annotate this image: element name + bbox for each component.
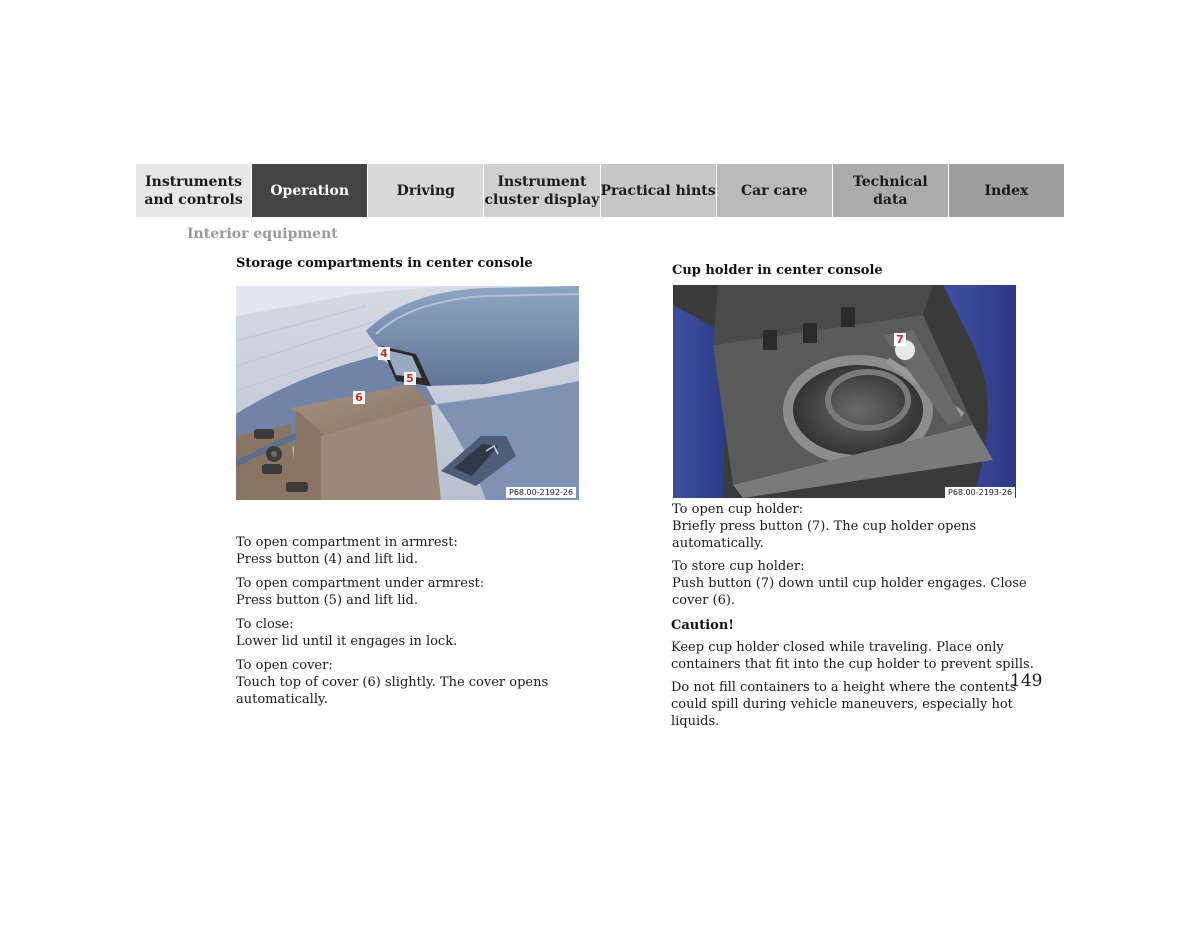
tab-index[interactable]: Index [949,164,1064,217]
instruction-text: Press button (4) and lift lid. [236,552,418,567]
instruction-text: Push button (7) down until cup holder engages. Close [672,576,1027,591]
center-console-illustration [236,286,579,500]
instruction-intro: To store cup holder: [672,559,805,574]
cup-holder-heading: Cup holder in center console [672,263,883,278]
tab-driving[interactable]: Driving [368,164,484,217]
instruction-text: Briefly press button (7). The cup holder opens [672,519,977,534]
section-label: Interior equipment [187,226,338,242]
chapter-tab-bar [136,164,1064,217]
tab-instruments-and-controls[interactable]: Instruments and controls [136,164,252,217]
tab-car-care[interactable]: Car care [717,164,833,217]
caution-text: Do not fill containers to a height where the contents [671,680,1017,695]
page-number: 149 [1010,671,1043,691]
cup-holder-illustration [673,285,1016,498]
instruction-text-continued: automatically. [672,536,764,551]
tab-operation[interactable]: Operation [252,164,368,217]
instruction-text-continued: cover (6). [672,593,736,608]
caution-paragraph [671,679,1016,730]
store-cup-holder-instructions [672,558,1027,609]
callout-4: 4 [378,347,390,360]
instruction-intro: To open compartment in armrest: [236,535,458,550]
open-cover-instructions [236,657,548,708]
tab-practical-hints[interactable]: Practical hints [601,164,717,217]
callout-6: 6 [353,391,365,404]
caution-heading: Caution! [671,618,734,633]
instruction-text: Touch top of cover (6) slightly. The cover opens [236,675,549,690]
instruction-intro: To open cup holder: [672,502,804,517]
figure-code: P68.00-2192-26 [506,487,576,498]
open-armrest-instructions [236,534,458,568]
cup-holder-figure [673,285,1016,498]
callout-7: 7 [894,333,906,346]
instruction-text: Lower lid until it engages in lock. [236,634,458,649]
tab-instrument-cluster-display[interactable]: Instrument cluster display [484,164,600,217]
caution-text: could spill during vehicle maneuvers, especially hot [671,697,1013,712]
caution-paragraph [671,639,1034,673]
instruction-text: Press button (5) and lift lid. [236,593,418,608]
center-console-storage-figure [236,286,579,500]
instruction-intro: To open compartment under armrest: [236,576,485,591]
caution-text: containers that fit into the cup holder to prevent spills. [671,657,1034,672]
open-cup-holder-instructions [672,501,976,552]
instruction-text-continued: automatically. [236,692,328,707]
tab-technical-data[interactable]: Technical data [833,164,949,217]
instruction-intro: To open cover: [236,658,333,673]
close-instructions [236,616,457,650]
caution-text: Keep cup holder closed while traveling. Place only [671,640,1004,655]
figure-code: P68.00-2193-26 [945,487,1015,498]
callout-5: 5 [404,372,416,385]
instruction-intro: To close: [236,617,294,632]
storage-compartments-heading: Storage compartments in center console [236,256,533,271]
open-under-armrest-instructions [236,575,484,609]
caution-text: liquids. [671,714,720,729]
